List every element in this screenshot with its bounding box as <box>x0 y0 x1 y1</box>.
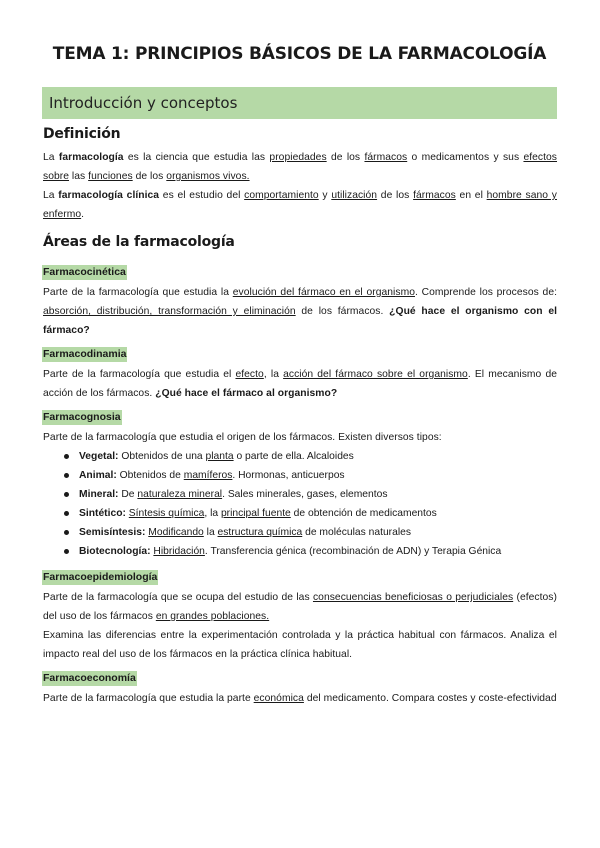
list-item: Vegetal: Obtenidos de una planta o parte de ella. Alcaloides <box>42 447 557 466</box>
subheading-farmacocinetica: Farmacocinética <box>43 266 126 278</box>
heading-definicion: Definición <box>43 126 121 142</box>
heading-areas: Áreas de la farmacología <box>43 234 235 250</box>
bullet-icon <box>64 492 69 497</box>
subheading-farmacoepidemiologia: Farmacoepidemiología <box>43 571 158 583</box>
bullet-icon <box>64 473 69 478</box>
farmacoepidemiologia-paragraph-2: Examina las diferencias entre la experimentación controlada y la práctica habitual con fármacos. Analiza el impacto real del uso de los fármacos en la práctica clínica habitual. <box>43 630 557 660</box>
list-item: Semisíntesis: Modificando la estructura química de moléculas naturales <box>42 523 557 542</box>
section-header: Introducción y conceptos <box>42 87 557 119</box>
list-item: Sintético: Síntesis química, la principal fuente de obtención de medicamentos <box>42 504 557 523</box>
farmacodinamia-paragraph: Parte de la farmacología que estudia el efecto, la acción del fármaco sobre el organismo. El mecanismo de acción de los fármacos. ¿Qué hace el fármaco al organismo? <box>43 369 557 399</box>
page-title: TEMA 1: PRINCIPIOS BÁSICOS DE LA FARMACOLOGÍA <box>52 44 547 64</box>
list-item: Biotecnología: Hibridación. Transferencia génica (recombinación de ADN) y Terapia Génica <box>42 542 557 561</box>
bullet-icon <box>64 511 69 516</box>
definition-paragraph-2: La farmacología clínica es el estudio del comportamiento y utilización de los fármacos en el hombre sano y enfermo. <box>43 190 557 220</box>
farmacoeconomia-paragraph: Parte de la farmacología que estudia la parte económica del medicamento. Compara costes y coste-efectividad <box>43 693 557 704</box>
bullet-icon <box>64 549 69 554</box>
list-item: Mineral: De naturaleza mineral. Sales minerales, gases, elementos <box>42 485 557 504</box>
farmacoepidemiologia-paragraph: Parte de la farmacología que se ocupa del estudio de las consecuencias beneficiosas o perjudiciales (efectos) del uso de los fármacos en grandes poblaciones. <box>43 592 557 622</box>
farmacognosia-list <box>42 447 557 561</box>
farmacocinetica-paragraph: Parte de la farmacología que estudia la evolución del fármaco en el organismo. Comprende los procesos de: absorción, distribución, transformación y eliminación de los fármacos. ¿Qué hace el organismo con el fármaco? <box>43 287 558 336</box>
list-item: Animal: Obtenidos de mamíferos. Hormonas, anticuerpos <box>42 466 557 485</box>
subheading-farmacognosia: Farmacognosia <box>43 411 121 423</box>
subheading-farmacodinamia: Farmacodinamia <box>43 348 127 360</box>
farmacognosia-intro: Parte de la farmacología que estudia el origen de los fármacos. Existen diversos tipos: <box>43 432 442 443</box>
bullet-icon <box>64 454 69 459</box>
definition-paragraph-1: La farmacología es la ciencia que estudia las propiedades de los fármacos o medicamentos y sus efectos sobre las funciones de los organismos vivos. <box>43 152 558 182</box>
bullet-icon <box>64 530 69 535</box>
subheading-farmacoeconomia: Farmacoeconomía <box>43 672 136 684</box>
